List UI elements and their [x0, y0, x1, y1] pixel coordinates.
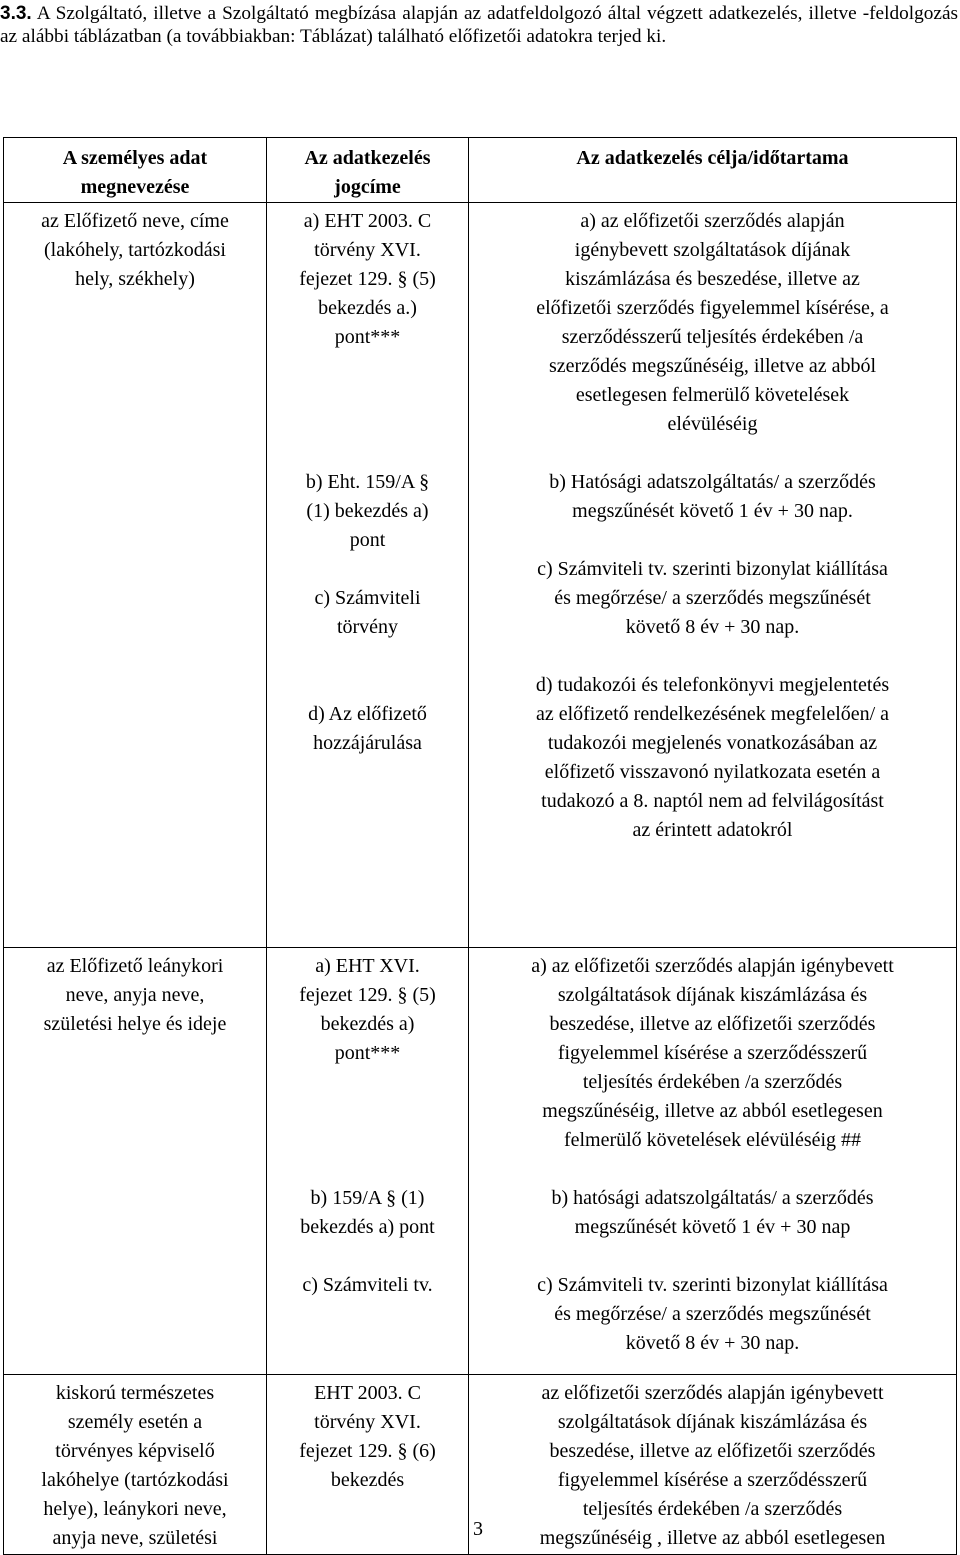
- text-line: esetlegesen felmerülő követelések: [575, 384, 850, 406]
- text-line: EHT 2003. C: [314, 1382, 421, 1404]
- header-legal-basis: [267, 138, 469, 203]
- text-line: lakóhelye (tartózkodási: [41, 1469, 229, 1491]
- text-line: fejezet 129. § (5): [299, 268, 436, 290]
- text-line: (lakóhely, tartózkodási: [44, 239, 226, 261]
- text-line: figyelemmel kísérése a szerződésszerű: [557, 1042, 868, 1064]
- text-line: és megőrzése/ a szerződés megszűnését: [554, 587, 871, 609]
- text-line: szolgáltatások díjának kiszámlázása és: [557, 1411, 868, 1433]
- text-line: b) hatósági adatszolgáltatás/ a szerződés: [551, 1187, 874, 1209]
- intro-line-1: A Szolgáltató, illetve a Szolgáltató megbízása alapján az adatfeldolgozó által végzett: [36, 3, 703, 24]
- text-line: helye), leánykori neve,: [43, 1498, 227, 1520]
- text-line: d) tudakozói és telefonkönyvi megjelentetés: [535, 674, 890, 696]
- text-line: tudakozó a 8. naptól nem ad felvilágosítást: [541, 790, 884, 812]
- text-line: anyja neve, születési: [52, 1527, 218, 1549]
- text-line: megszűnéséig, illetve az abból esetlegesen: [542, 1100, 883, 1122]
- text-line: a) EHT 2003. C: [303, 210, 432, 232]
- text-line: a) az előfizetői szerződés alapján igénybevett: [531, 955, 894, 977]
- text-line: előfizetői szerződés figyelemmel kísérése, a: [536, 297, 889, 319]
- text-line: követő 8 év + 30 nap.: [625, 1332, 800, 1354]
- text-line: tudakozói megjelenés vonatkozásában az: [547, 732, 878, 754]
- text-line: b) Eht. 159/A §: [305, 471, 430, 493]
- personal-data-cell: [4, 1375, 267, 1555]
- purpose-cell: [469, 1375, 957, 1555]
- legal-basis-cell: [267, 1375, 469, 1555]
- text-line: bekezdés: [330, 1469, 405, 1491]
- text-line: személy esetén a: [67, 1411, 203, 1433]
- text-line: c) Számviteli tv. szerinti bizonylat kiállítása: [537, 558, 888, 580]
- text-line: a) EHT XVI.: [315, 955, 420, 977]
- text-line: a) az előfizetői szerződés alapján: [580, 210, 845, 232]
- text-line: törvényes képviselő: [55, 1440, 215, 1462]
- text-line: előfizető visszavonó nyilatkozata esetén a: [544, 761, 881, 783]
- text-line: és megőrzése/ a szerződés megszűnését: [554, 1303, 871, 1325]
- personal-data-cell: [4, 203, 267, 948]
- text-line: fejezet 129. § (5): [299, 984, 436, 1006]
- text-line: jogcíme: [334, 176, 401, 198]
- text-line: figyelemmel kísérése a szerződésszerű: [557, 1469, 868, 1491]
- text-line: beszedése, illetve az előfizetői szerződés: [549, 1013, 876, 1035]
- text-line: bekezdés a): [320, 1013, 415, 1035]
- text-line: pont: [349, 529, 386, 551]
- intro-paragraph: [0, 2, 958, 48]
- text-line: c) Számviteli tv. szerinti bizonylat kiállítása: [537, 1274, 888, 1296]
- table-row: [4, 948, 957, 1375]
- text-line: hozzájárulása: [313, 732, 422, 754]
- text-line: követő 8 év + 30 nap.: [625, 616, 800, 638]
- text-line: b) 159/A § (1): [310, 1187, 425, 1209]
- text-line: beszedése, illetve az előfizetői szerződés: [549, 1440, 876, 1462]
- text-line: megszűnését követő 1 év + 30 nap: [574, 1216, 851, 1238]
- legal-basis-cell: [267, 203, 469, 948]
- purpose-cell: [469, 203, 957, 948]
- text-line: d) Az előfizető: [308, 703, 427, 725]
- text-line: pont***: [334, 326, 401, 348]
- text-line: szerződésszerű teljesítés érdekében /a: [561, 326, 864, 348]
- text-line: az előfizetői szerződés alapján igénybevett: [541, 1382, 884, 1404]
- header-data-name: [4, 138, 267, 203]
- text-line: kiszámlázása és beszedése, illetve az: [565, 268, 860, 290]
- text-line: hely, székhely): [75, 268, 195, 290]
- text-line: neve, anyja neve,: [65, 984, 205, 1006]
- personal-data-cell: [4, 948, 267, 1375]
- text-line: c) Számviteli: [314, 587, 421, 609]
- table-row: [4, 203, 957, 948]
- intro-line-2: adatkezelés, illetve -feldolgozás az alábbi táblázatban (a továbbiakban: Táblázat) található: [0, 3, 959, 47]
- text-line: törvény XVI.: [314, 1411, 421, 1433]
- text-line: születési helye és ideje: [43, 1013, 227, 1035]
- text-line: Az adatkezelés célja/időtartama: [576, 147, 849, 169]
- text-line: bekezdés a) pont: [300, 1216, 435, 1238]
- text-line: az előfizető rendelkezésének megfelelően/ a: [535, 703, 890, 725]
- text-line: (1) bekezdés a): [306, 500, 429, 522]
- text-line: teljesítés érdekében /a szerződés: [582, 1498, 843, 1520]
- text-line: b) Hatósági adatszolgáltatás/ a szerződés: [549, 471, 876, 493]
- data-processing-table: [3, 137, 957, 1555]
- text-line: szerződés megszűnéséig, illetve az abból: [548, 355, 877, 377]
- intro-line-3: előfizetői adatokra terjed ki.: [448, 26, 667, 47]
- text-line: bekezdés a.): [318, 297, 417, 319]
- text-line: szolgáltatások díjának kiszámlázása és: [557, 984, 868, 1006]
- text-line: c) Számviteli tv.: [302, 1274, 433, 1296]
- text-line: az érintett adatokról: [632, 819, 793, 841]
- text-line: kiskorú természetes: [55, 1382, 215, 1404]
- text-line: A személyes adat: [62, 147, 208, 169]
- text-line: megnevezése: [80, 176, 190, 198]
- table-header-row: [4, 138, 957, 203]
- text-line: törvény: [336, 616, 399, 638]
- text-line: megszűnéséig , illetve az abból esetlegesen: [539, 1527, 886, 1549]
- legal-basis-cell: [267, 948, 469, 1375]
- text-line: törvény XVI.: [314, 239, 421, 261]
- text-line: fejezet 129. § (6): [299, 1440, 436, 1462]
- page-number: 3: [473, 1518, 483, 1540]
- text-line: felmerülő követelések elévüléséig ##: [563, 1129, 862, 1151]
- text-line: teljesítés érdekében /a szerződés: [582, 1071, 843, 1093]
- purpose-cell: [469, 948, 957, 1375]
- header-purpose-duration: [469, 138, 957, 203]
- text-line: Az adatkezelés: [304, 147, 431, 169]
- text-line: elévüléséig: [667, 413, 758, 435]
- text-line: az Előfizető neve, címe: [41, 210, 229, 232]
- text-line: az Előfizető leánykori: [46, 955, 224, 977]
- section-number: 3.3.: [0, 3, 32, 24]
- text-line: pont***: [334, 1042, 401, 1064]
- text-line: igénybevett szolgáltatások díjának: [574, 239, 851, 261]
- text-line: megszűnését követő 1 év + 30 nap.: [572, 500, 853, 522]
